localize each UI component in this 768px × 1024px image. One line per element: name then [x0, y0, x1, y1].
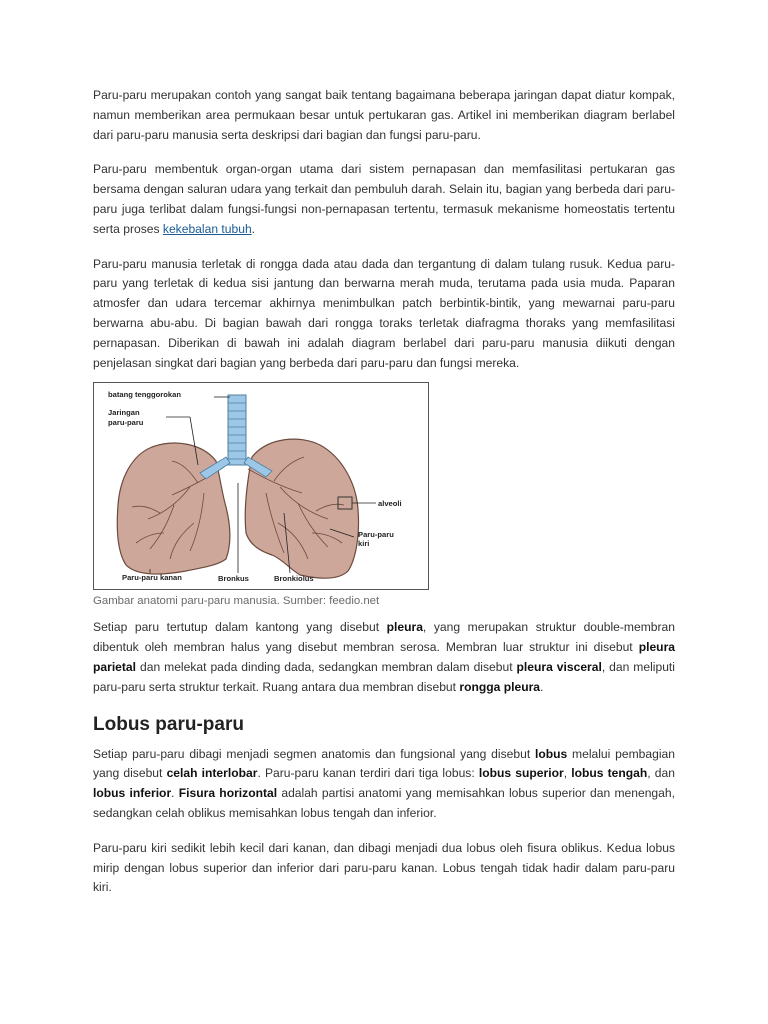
term-pleura-visceral: pleura visceral	[516, 659, 602, 674]
term-fisura-horizontal: Fisura horizontal	[178, 786, 278, 801]
intro-paragraph-2	[93, 160, 675, 239]
label-bronchus: Bronkus	[218, 574, 249, 584]
lobes-text-6: .	[171, 786, 179, 801]
pleura-text-2: , yang merupakan struktur double-membran dibentuk oleh membran halus yang disebut membran serosa. Membran luar struktur ini disebut	[93, 620, 675, 655]
lung-anatomy-diagram	[93, 382, 429, 590]
term-pleura-parietal: pleura parietal	[93, 640, 675, 674]
pleura-text-5: .	[540, 679, 544, 694]
immune-system-link[interactable]: kekebalan tubuh	[162, 221, 252, 236]
figure-caption: Gambar anatomi paru-paru manusia. Sumber: feedio.net	[93, 595, 380, 608]
pleura-text-3: dan melekat pada dinding dada, sedangkan membran dalam disebut	[136, 659, 517, 674]
intro-paragraph-2-text: Paru-paru membentuk organ-organ utama dari sistem pernapasan dan memfasilitasi pertukaran gas bersama dengan saluran udara yang terkait dan pembuluh darah. Selain itu, bagian yang berbeda dari paru-paru juga terlibat dalam fungsi-fungsi non-pernapasan tertentu, termasuk mekanisme homeostatis tertentu serta proses	[93, 162, 675, 236]
article	[93, 86, 675, 913]
label-left-lung-2: kiri	[358, 539, 370, 549]
label-lung-tissue-2: paru-paru	[108, 418, 144, 428]
term-lobus-superior: lobus superior	[478, 766, 564, 781]
lobes-text-4: ,	[563, 766, 572, 781]
label-alveoli: alveoli	[378, 499, 402, 509]
term-lobus-tengah: lobus tengah	[571, 766, 648, 781]
intro-paragraph-3: Paru-paru manusia terletak di rongga dada atau dada dan tergantung di dalam tulang rusuk. Kedua paru-paru yang terletak di kedua sisi jantung dan berwarna merah muda, terutama pada usia muda. Paparan atmosfer dan udara tercemar akhirnya menimbulkan patch berbintik-bintik, yang mewarnai paru-paru berwarna abu-abu. Di bagian bawah dari rongga toraks terletak diafragma thoraks yang memfasilitasi pernapasan. Diberikan di bawah ini adalah diagram berlabel dari paru-paru manusia diikuti dengan penjelasan singkat dari bagian yang berbeda dari paru-paru dan fungsi mereka.	[93, 256, 675, 370]
intro-paragraph-1: Paru-paru merupakan contoh yang sangat baik tentang bagaimana beberapa jaringan dapat diatur kompak, namun memberikan area permukaan besar untuk pertukaran gas. Artikel ini memberikan diagram berlabel dari paru-paru manusia serta deskripsi dari bagian dan fungsi paru-paru.	[93, 88, 675, 142]
pleura-text-4: , dan meliputi paru-paru serta struktur terkait. Ruang antara dua membran disebut	[93, 659, 675, 694]
lung-illustration	[94, 383, 428, 589]
lobes-text-7: adalah partisi anatomi yang memisahkan lobus superior dan menengah, sedangkan celah oblikus memisahkan lobus tengah dan inferior.	[93, 786, 675, 820]
right-lung	[117, 443, 230, 574]
pleura-text-1: Setiap paru tertutup dalam kantong yang disebut	[93, 620, 387, 635]
intro-paragraph-2-end: .	[251, 221, 256, 236]
lobes-text-5: , dan	[647, 766, 675, 781]
term-lobus-inferior: lobus inferior	[93, 786, 172, 801]
section-heading: Lobus paru-paru	[93, 713, 244, 735]
pleura-paragraph	[93, 618, 675, 697]
label-lung-tissue-1: Jaringan	[108, 408, 140, 418]
lobes-text-3: . Paru-paru kanan terdiri dari tiga lobus:	[257, 766, 479, 781]
term-pleura: pleura	[386, 620, 423, 635]
trachea	[228, 395, 246, 465]
term-pleural-cavity: rongga pleura	[459, 679, 541, 694]
lobes-text-1: Setiap paru-paru dibagi menjadi segmen anatomis dan fungsional yang disebut	[93, 746, 535, 761]
label-bronchiole: Bronkiolus	[274, 574, 314, 584]
lobes-paragraph-1	[93, 745, 675, 824]
label-right-lung: Paru-paru kanan	[122, 573, 182, 583]
term-lobus: lobus	[534, 746, 568, 761]
label-left-lung-1: Paru-paru	[358, 530, 394, 540]
lobes-text-2: melalui pembagian yang disebut	[93, 746, 675, 781]
label-trachea: batang tenggorokan	[108, 390, 181, 400]
term-celah-interlobar: celah interlobar	[166, 766, 258, 781]
lobes-paragraph-2: Paru-paru kiri sedikit lebih kecil dari kanan, dan dibagi menjadi dua lobus oleh fisura oblikus. Kedua lobus mirip dengan lobus superior dan inferior dari paru-paru kanan. Lobus tengah tidak hadir dalam paru-paru kiri.	[93, 840, 675, 895]
